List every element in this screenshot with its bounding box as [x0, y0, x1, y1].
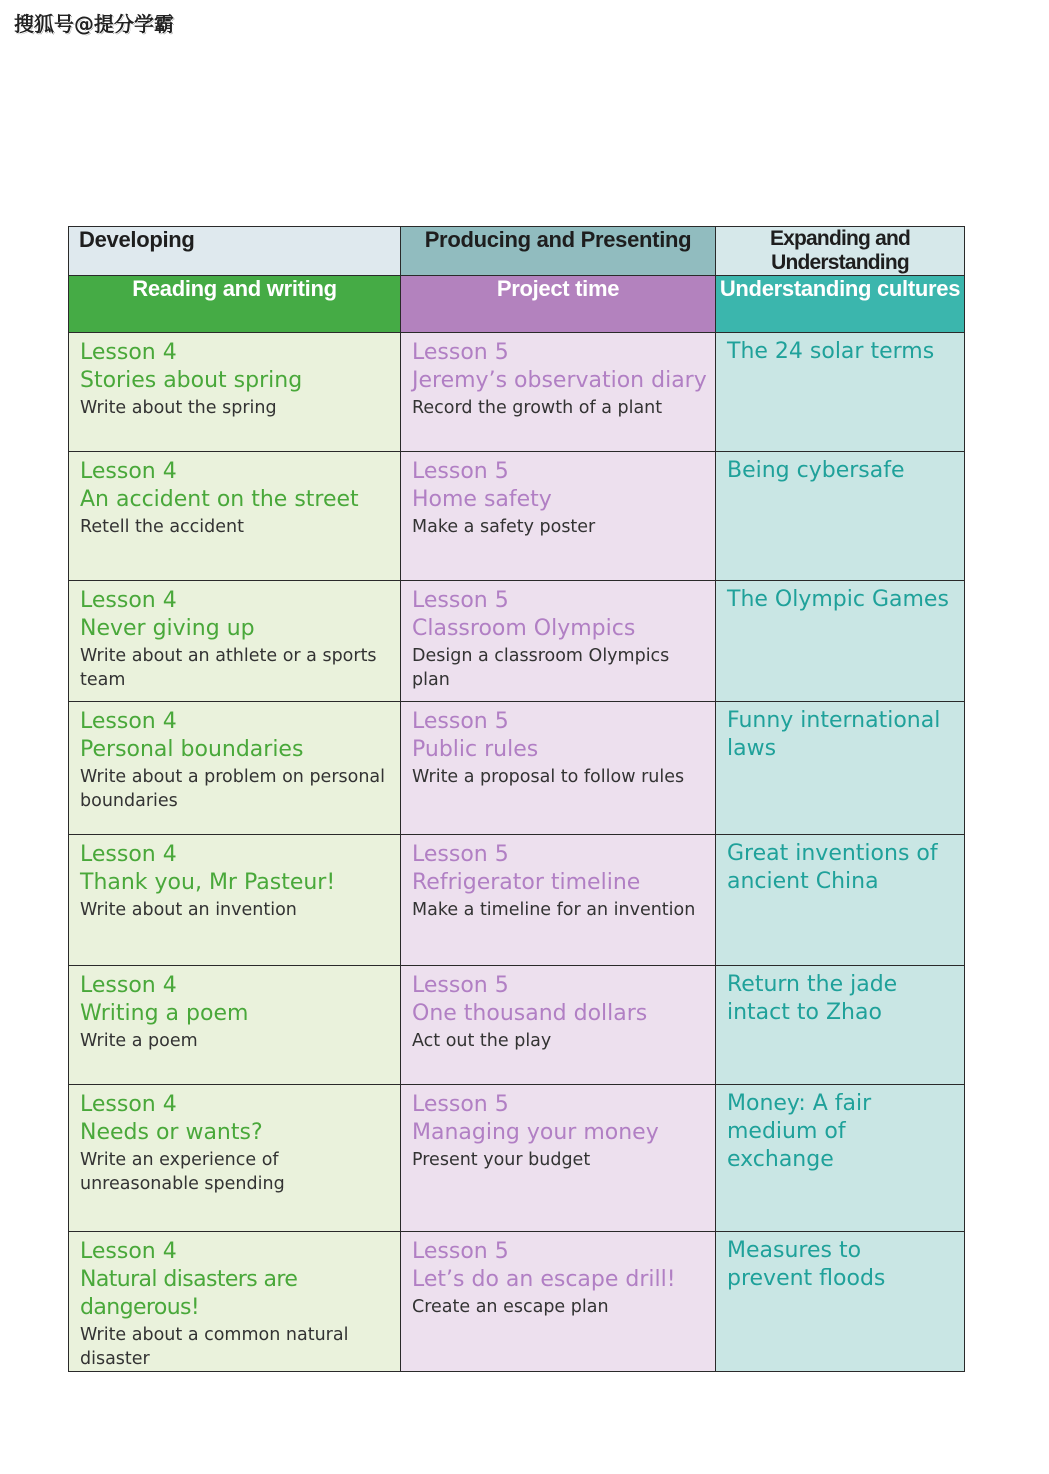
lesson-number: Lesson 4	[80, 340, 177, 365]
lesson-title: Stories about spring	[80, 368, 303, 393]
table-row	[69, 581, 965, 702]
section-header-developing: Developing	[69, 227, 401, 276]
lesson-task: Design a classroom Olympics plan	[412, 646, 670, 690]
section-header-expanding: Expanding and Understanding	[716, 227, 965, 276]
lesson-number: Lesson 5	[412, 1092, 509, 1117]
watermark: 搜狐号@提分学霸	[14, 12, 174, 36]
lesson-title: Refrigerator timeline	[412, 870, 641, 895]
lesson-title: Writing a poem	[80, 1001, 249, 1026]
culture-cell	[716, 1085, 965, 1232]
lesson-number: Lesson 5	[412, 1239, 509, 1264]
lesson-number: Lesson 4	[80, 842, 177, 867]
lesson-task: Make a safety poster	[412, 517, 596, 537]
subheader-project-time: Project time	[401, 276, 716, 333]
lesson-task: Act out the play	[412, 1031, 552, 1051]
section-header-row	[69, 227, 965, 276]
lesson-number: Lesson 5	[412, 340, 509, 365]
table-row	[69, 1085, 965, 1232]
lesson-title: Let’s do an escape drill!	[412, 1267, 676, 1292]
lesson-number: Lesson 5	[412, 709, 509, 734]
lesson-number: Lesson 5	[412, 842, 509, 867]
project-cell	[401, 702, 716, 835]
reading-cell	[69, 702, 401, 835]
lesson-number: Lesson 5	[412, 459, 509, 484]
lesson-number: Lesson 4	[80, 1092, 177, 1117]
subheader-row	[69, 276, 965, 333]
project-cell	[401, 333, 716, 452]
lesson-task: Retell the accident	[80, 517, 244, 537]
lesson-number: Lesson 4	[80, 973, 177, 998]
subheader-reading-writing: Reading and writing	[69, 276, 401, 333]
lesson-task: Present your budget	[412, 1150, 591, 1170]
lesson-number: Lesson 4	[80, 588, 177, 613]
lesson-title: Managing your money	[412, 1120, 659, 1145]
lesson-title: One thousand dollars	[412, 1001, 648, 1026]
lesson-title: Home safety	[412, 487, 552, 512]
reading-cell	[69, 1085, 401, 1232]
culture-cell	[716, 702, 965, 835]
culture-cell	[716, 1232, 965, 1372]
table-row	[69, 835, 965, 966]
culture-title: Measures to prevent floods	[727, 1238, 886, 1291]
table-row	[69, 1232, 965, 1372]
lesson-title: An accident on the street	[80, 487, 359, 512]
lesson-task: Record the growth of a plant	[412, 398, 663, 418]
culture-title: Being cybersafe	[727, 458, 905, 483]
reading-cell	[69, 1232, 401, 1372]
subheader-understanding-cultures: Understanding cultures	[716, 276, 965, 333]
lesson-title: Jeremy’s observation diary	[412, 368, 707, 393]
lesson-title: Classroom Olympics	[412, 616, 636, 641]
reading-cell	[69, 452, 401, 581]
table-row	[69, 702, 965, 835]
section-header-producing: Producing and Presenting	[401, 227, 716, 276]
culture-title: Great inventions of ancient China	[727, 841, 938, 894]
lesson-number: Lesson 5	[412, 973, 509, 998]
project-cell	[401, 966, 716, 1085]
lesson-task: Write about a problem on personal boundaries	[80, 767, 386, 811]
culture-title: Funny international laws	[727, 708, 941, 761]
culture-title: The 24 solar terms	[727, 339, 935, 364]
reading-cell	[69, 333, 401, 452]
syllabus-table	[68, 226, 965, 1372]
lesson-task: Write about an athlete or a sports team	[80, 646, 377, 690]
culture-cell	[716, 581, 965, 702]
lesson-task: Write about the spring	[80, 398, 277, 418]
culture-title: Return the jade intact to Zhao	[727, 972, 898, 1025]
culture-cell	[716, 452, 965, 581]
lesson-task: Make a timeline for an invention	[412, 900, 696, 920]
culture-cell	[716, 966, 965, 1085]
lesson-title: Never giving up	[80, 616, 255, 641]
culture-cell	[716, 333, 965, 452]
table-row	[69, 966, 965, 1085]
lesson-task: Write a poem	[80, 1031, 198, 1051]
lesson-title: Needs or wants?	[80, 1120, 263, 1145]
lesson-number: Lesson 4	[80, 459, 177, 484]
lesson-task: Write a proposal to follow rules	[412, 767, 685, 787]
lesson-task: Write an experience of unreasonable spending	[80, 1150, 285, 1194]
reading-cell	[69, 581, 401, 702]
lesson-title: Thank you, Mr Pasteur!	[80, 870, 336, 895]
culture-title: Money: A fair medium of exchange	[727, 1091, 872, 1172]
project-cell	[401, 1232, 716, 1372]
project-cell	[401, 835, 716, 966]
project-cell	[401, 452, 716, 581]
table-row	[69, 333, 965, 452]
lesson-title: Personal boundaries	[80, 737, 304, 762]
culture-cell	[716, 835, 965, 966]
reading-cell	[69, 835, 401, 966]
culture-title: The Olympic Games	[727, 587, 949, 612]
table-row	[69, 452, 965, 581]
lesson-number: Lesson 5	[412, 588, 509, 613]
lesson-task: Create an escape plan	[412, 1297, 609, 1317]
project-cell	[401, 1085, 716, 1232]
lesson-title: Natural disasters are dangerous!	[80, 1267, 298, 1320]
lesson-title: Public rules	[412, 737, 539, 762]
lesson-number: Lesson 4	[80, 1239, 177, 1264]
lesson-number: Lesson 4	[80, 709, 177, 734]
reading-cell	[69, 966, 401, 1085]
project-cell	[401, 581, 716, 702]
lesson-task: Write about a common natural disaster	[80, 1325, 349, 1369]
lesson-task: Write about an invention	[80, 900, 297, 920]
